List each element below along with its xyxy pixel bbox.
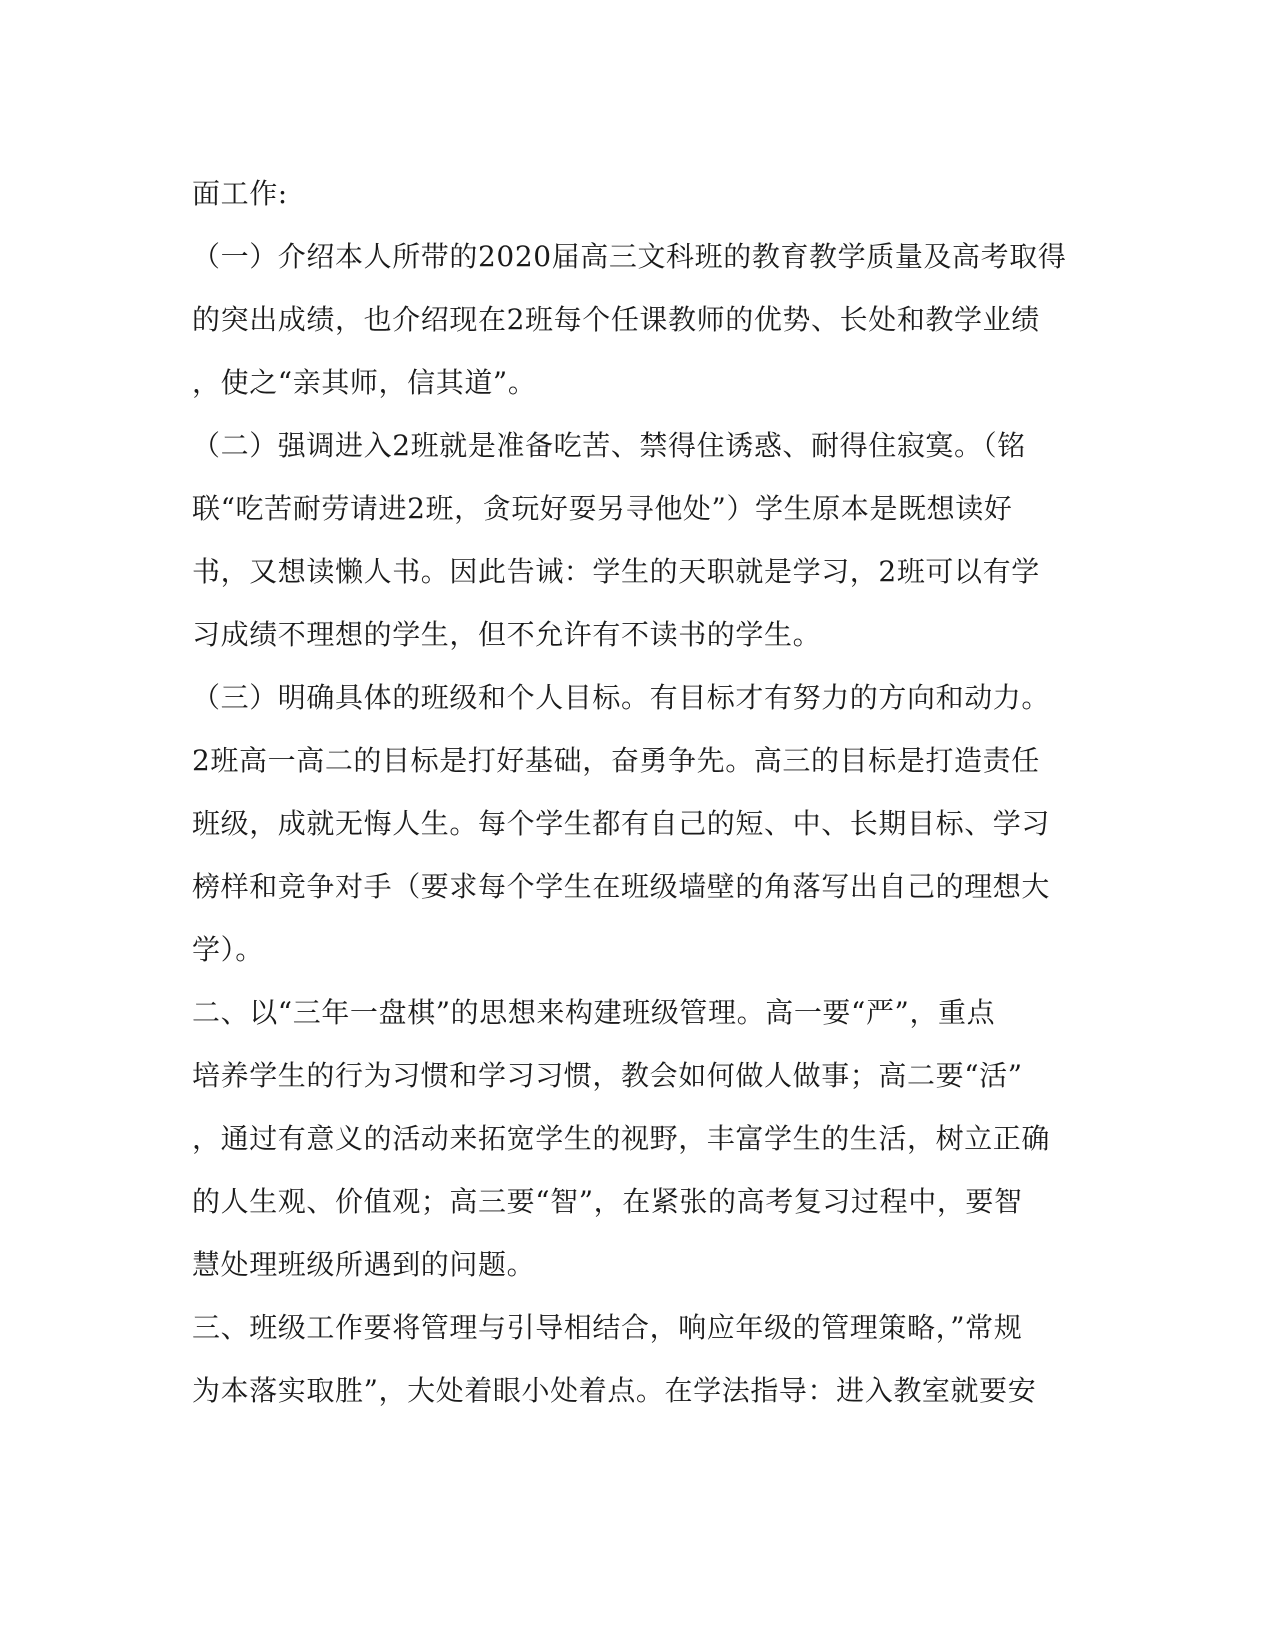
text-line: 习成绩不理想的学生，但不允许有不读书的学生。: [192, 618, 822, 651]
text-line: 慧处理班级所遇到的问题。: [192, 1248, 536, 1281]
text-line: 培养学生的行为习惯和学习习惯，教会如何做人做事；高二要“活”: [192, 1059, 1023, 1092]
text-line: 书，又想读懒人书。因此告诫：学生的天职就是学习，2班可以有学: [192, 555, 1040, 588]
text-line: ，通过有意义的活动来拓宽学生的视野，丰富学生的生活，树立正确: [192, 1122, 1051, 1155]
text-line: 为本落实取胜”，大处着眼小处着点。在学法指导：进入教室就要安: [192, 1374, 1037, 1407]
text-line: 面工作:: [192, 177, 288, 210]
text-line: （一）介绍本人所带的2020届高三文科班的教育教学质量及高考取得: [192, 240, 1067, 273]
text-line: 三、班级工作要将管理与引导相结合，响应年级的管理策略，”常规: [192, 1311, 1023, 1344]
text-line: 榜样和竞争对手（要求每个学生在班级墙壁的角落写出自己的理想大: [192, 870, 1051, 903]
text-line: 二、以“三年一盘棋”的思想来构建班级管理。高一要“严”，重点: [192, 996, 996, 1029]
text-line: 学）。: [192, 933, 264, 966]
text-line: （二）强调进入2班就是准备吃苦、禁得住诱惑、耐得住寂寞。（铭: [192, 429, 1026, 462]
text-line: ，使之“亲其师，信其道”。: [192, 366, 537, 399]
text-line: 的人生观、价值观；高三要“智”，在紧张的高考复习过程中，要智: [192, 1185, 1023, 1218]
text-line: 联“吃苦耐劳请进2班，贪玩好耍另寻他处”）学生原本是既想读好: [192, 492, 1013, 525]
text-line: 的突出成绩，也介绍现在2班每个任课教师的优势、长处和教学业绩: [192, 303, 1040, 336]
text-line: 班级，成就无悔人生。每个学生都有自己的短、中、长期目标、学习: [192, 807, 1051, 840]
text-line: （三）明确具体的班级和个人目标。有目标才有努力的方向和动力。: [192, 681, 1051, 714]
body-text: [192, 162, 1072, 1422]
text-line: 2班高一高二的目标是打好基础，奋勇争先。高三的目标是打造责任: [192, 744, 1040, 777]
